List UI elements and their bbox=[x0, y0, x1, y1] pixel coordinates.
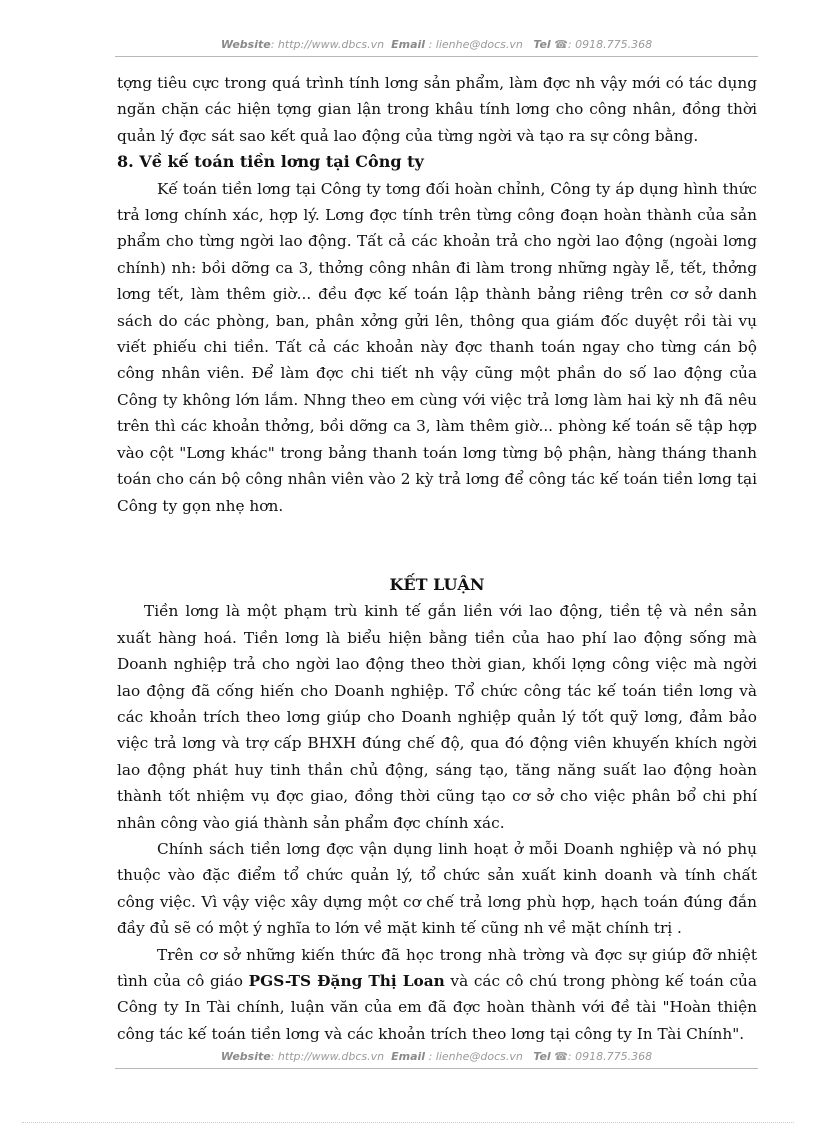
conclusion-title: KẾT LUẬN bbox=[389, 574, 485, 594]
section-8-heading: 8. Về kế toán tiền lơng tại Công ty bbox=[117, 152, 424, 172]
conclusion-paragraph-1: Tiền lơng là một phạm trù kinh tế gắn liền với lao động, tiền tệ và nền sản xuất hàng hoá. Tiền lơng là biểu hiện bằng tiền của hao phí lao động sống mà Doanh nghiệp trả cho ngời lao động theo thời gian, khối lợng công việc mà ngời lao động đã cống hiến cho Doanh nghiệp. Tổ chức công tác kế toán tiền lơng và các khoản trích theo lơng giúp cho Doanh nghiệp quản lý tốt quỹ lơng, đảm bảo việc trả lơng và trợ cấp BHXH đúng chế độ, qua đó động viên khuyến khích ngời lao động phát huy tinh thần chủ động, sáng tạo, tăng năng suất lao động hoàn thành tốt nhiệm vụ đợc giao, đồng thời cũng tạo cơ sở cho việc phân bổ chi phí nhân công vào giá thành sản phẩm đợc chính xác. bbox=[117, 602, 757, 832]
footer-tel: ☎: 0918.775.368 bbox=[554, 1050, 653, 1063]
advisor-name: PGS-TS Đặng Thị Loan bbox=[248, 972, 445, 990]
header-email: : lienhe@docs.vn bbox=[428, 38, 523, 51]
header-website: : http://www.dbcs.vn bbox=[270, 38, 385, 51]
document-body bbox=[117, 70, 757, 1047]
footer-email: : lienhe@docs.vn bbox=[428, 1050, 523, 1063]
spacer bbox=[117, 519, 757, 572]
footer-website: : http://www.dbcs.vn bbox=[270, 1050, 385, 1063]
header-website-label: Website bbox=[220, 38, 271, 51]
footer-tel-label: Tel bbox=[533, 1050, 551, 1063]
footer-divider bbox=[115, 1068, 758, 1069]
section-8-paragraph: Kế toán tiền lơng tại Công ty tơng đối hoàn chỉnh, Công ty áp dụng hình thức trả lơng chính xác, hợp lý. Lơng đợc tính trên từng công đoạn hoàn thành của sản phẩm cho từng ngời lao động. Tất cả các khoản trả cho ngời lao động (ngoài lơng chính) nh: bồi dỡng ca 3, thởng công nhân đi làm trong những ngày lễ, tết, thởng lơng tết, làm thêm giờ... đều đợc kế toán lập thành bảng riêng trên cơ sở danh sách do các phòng, ban, phân xởng gửi lên, thông qua giám đốc duyệt rồi tài vụ viết phiếu chi tiền. Tất cả các khoản này đợc thanh toán ngay cho từng cán bộ công nhân viên. Để làm đợc chi tiết nh vậy cũng một phần do số lao động của Công ty không lớn lắm. Nhng theo em cùng với việc trả lơng làm hai kỳ nh đã nêu trên thì các khoản thởng, bồi dỡng ca 3, làm thêm giờ... phòng kế toán sẽ tập hợp vào cột "Lơng khác" trong bảng thanh toán lơng từng bộ phận, hàng tháng thanh toán cho cán bộ công nhân viên vào 2 kỳ trả lơng để công tác kế toán tiền lơng tại Công ty gọn nhẹ hơn. bbox=[117, 179, 757, 515]
header-email-label: Email bbox=[391, 38, 426, 51]
header-divider bbox=[115, 56, 758, 57]
page-footer bbox=[115, 1050, 758, 1063]
conclusion-paragraph-2: Chính sách tiền lơng đợc vận dụng linh hoạt ở mỗi Doanh nghiệp và nó phụ thuộc vào đặc điểm tổ chức quản lý, tổ chức sản xuất kinh doanh và tính chất công việc. Vì vậy việc xây dựng một cơ chế trả lơng phù hợp, hạch toán đúng đắn đầy đủ sẽ có một ý nghĩa to lớn về mặt kinh tế cũng nh về mặt chính trị . bbox=[117, 839, 757, 938]
header-tel: ☎: 0918.775.368 bbox=[554, 38, 653, 51]
intro-paragraph: tợng tiêu cực trong quá trình tính lơng sản phẩm, làm đợc nh vậy mới có tác dụng ngăn chặn các hiện tợng gian lận trong khâu tính lơng cho công nhân, đồng thời quản lý đợc sát sao kết quả lao động của từng ngời và tạo ra sự công bằng. bbox=[117, 74, 757, 145]
footer-email-label: Email bbox=[391, 1050, 426, 1063]
conclusion-paragraph-3 bbox=[117, 942, 757, 1048]
page-header bbox=[115, 38, 758, 51]
footer-website-label: Website bbox=[220, 1050, 271, 1063]
conclusion-p3-start: Trên cơ sở những kiến thức đã học trong nhà trờng và đợc sự giúp đỡ nhiệt tình của cô giáo bbox=[117, 945, 757, 990]
header-tel-label: Tel bbox=[533, 38, 551, 51]
conclusion-p3-end: và các cô chú trong phòng kế toán của Công ty In Tài chính, luận văn của em đã đợc hoàn thành với đề tài "Hoàn thiện công tác kế toán tiền lơng và các khoản trích theo lơng tại công ty In Tài Chính". bbox=[117, 972, 757, 1043]
